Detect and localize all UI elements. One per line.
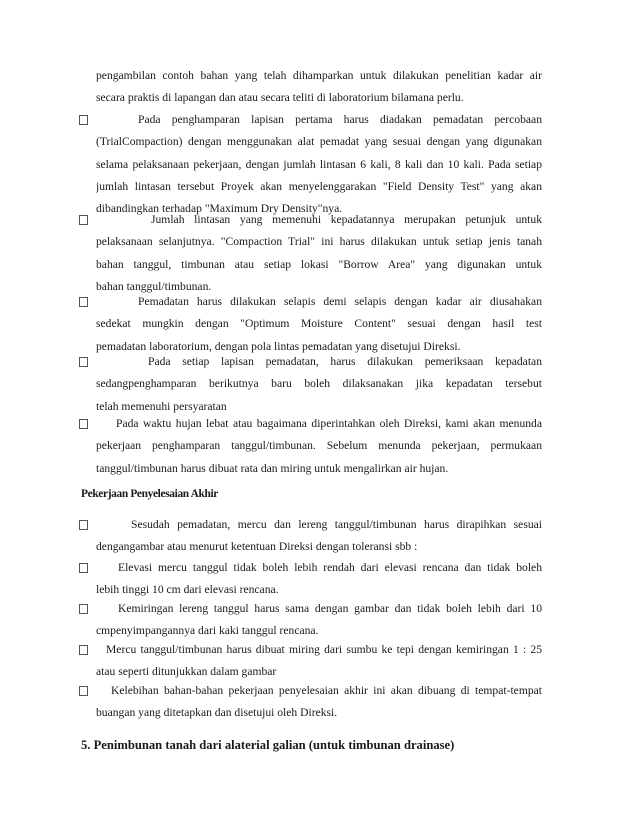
list-item	[96, 514, 542, 559]
text-line: tanggul/timbunan harus dibuat rata dan miring untuk mengalirkan air hujan.	[96, 461, 449, 475]
text-line: pekerjaan penghamparan tanggul/timbunan. Sebelum menunda pekerjaan, permukaan	[96, 439, 542, 453]
paragraph	[96, 65, 542, 110]
paragraph	[96, 109, 542, 220]
section-title: 5. Penimbunan tanah dari alaterial galian (untuk timbunan drainase)	[81, 738, 455, 752]
text-line: bahan tanggul, timbunan atau setiap lokasi "Borrow Area" yang digunakan untuk	[96, 257, 542, 271]
bullet-box-icon	[79, 520, 88, 530]
list-item	[96, 557, 542, 602]
text-line: dibandingkan terhadap "Maximum Dry Density"nya.	[96, 202, 343, 216]
text-line: Sesudah pemadatan, mercu dan lereng tanggul/timbunan harus dirapihkan sesuai	[131, 518, 542, 531]
text-line: Kemiringan lereng tanggul harus sama dengan gambar dan tidak boleh lebih dari 10	[118, 602, 542, 615]
text-line: telah memenuhi persyaratan	[96, 399, 227, 413]
paragraph	[96, 413, 542, 480]
text-line: pelaksanaan selanjutnya. "Compaction Trial" ini harus dilakukan untuk setiap jenis tanah	[96, 235, 542, 249]
bullet-box-icon	[79, 419, 88, 429]
bullet-box-icon	[79, 115, 88, 125]
text-line: Pemadatan harus dilakukan selapis demi selapis dengan kadar air diusahakan	[138, 295, 542, 308]
text-line: dengangambar atau menurut ketentuan Direksi dengan toleransi sbb :	[96, 540, 418, 554]
text-line: selama pelaksanaan pekerjaan, dengan jumlah lintasan 6 kali, 8 kali dan 10 kali. Pada setiap	[96, 157, 542, 171]
text-line: Pada waktu hujan lebat atau bagaimana diperintahkan oleh Direksi, kami akan menunda	[116, 417, 542, 430]
list-item	[96, 680, 542, 725]
subsection-heading: Pekerjaan Penyelesaian Akhir	[81, 488, 219, 500]
text-line: sedangpenghamparan berikutnya baru boleh dilaksanakan jika kepadatan tersebut	[96, 377, 542, 391]
bullet-box-icon	[79, 686, 88, 696]
text-line: Jumlah lintasan yang memenuhi kepadatannya merupakan petunjuk untuk	[151, 213, 542, 226]
list-item	[96, 639, 542, 684]
bullet-box-icon	[79, 297, 88, 307]
text-line: bahan tanggul/timbunan.	[96, 279, 212, 293]
text-line: Kelebihan bahan-bahan pekerjaan penyelesaian akhir ini akan dibuang di tempat-tempat	[111, 684, 542, 697]
bullet-box-icon	[79, 604, 88, 614]
text-line: Pada setiap lapisan pemadatan, harus dilakukan pemeriksaan kepadatan	[148, 355, 542, 368]
text-line: (TrialCompaction) dengan menggunakan alat pemadat yang sesuai dengan yang digunakan	[96, 135, 542, 149]
bullet-box-icon	[79, 357, 88, 367]
bullet-box-icon	[79, 645, 88, 655]
text-line: cmpenyimpangannya dari kaki tanggul rencana.	[96, 624, 319, 638]
bullet-box-icon	[79, 215, 88, 225]
text-line: pemadatan laboratorium, dengan pola lintas pemadatan yang disetujui Direksi.	[96, 339, 461, 353]
paragraph	[96, 291, 542, 358]
list-item	[96, 598, 542, 643]
paragraph	[96, 351, 542, 418]
text-line: jumlah lintasan tersebut Proyek akan menyelenggarakan "Field Density Test" yang akan	[96, 179, 542, 193]
text-line: buangan yang ditetapkan dan disetujui oleh Direksi.	[96, 706, 338, 720]
text-line: Elevasi mercu tanggul tidak boleh lebih rendah dari elevasi rencana dan tidak boleh	[118, 561, 542, 574]
bullet-box-icon	[79, 563, 88, 573]
text-line: pengambilan contoh bahan yang telah dihamparkan untuk dilakukan penelitian kadar air	[96, 69, 542, 82]
text-line: Pada penghamparan lapisan pertama harus diadakan pemadatan percobaan	[138, 113, 542, 126]
text-line: Mercu tanggul/timbunan harus dibuat miring dari sumbu ke tepi dengan kemiringan 1 : 25	[106, 643, 542, 656]
text-line: secara praktis di lapangan dan atau secara teliti di laboratorium bilamana perlu.	[96, 91, 464, 105]
text-line: atau seperti ditunjukkan dalam gambar	[96, 665, 277, 679]
paragraph	[96, 209, 542, 298]
text-line: lebih tinggi 10 cm dari elevasi rencana.	[96, 583, 279, 597]
text-line: sedekat mungkin dengan "Optimum Moisture Content" sesuai dengan hasil test	[96, 317, 542, 331]
